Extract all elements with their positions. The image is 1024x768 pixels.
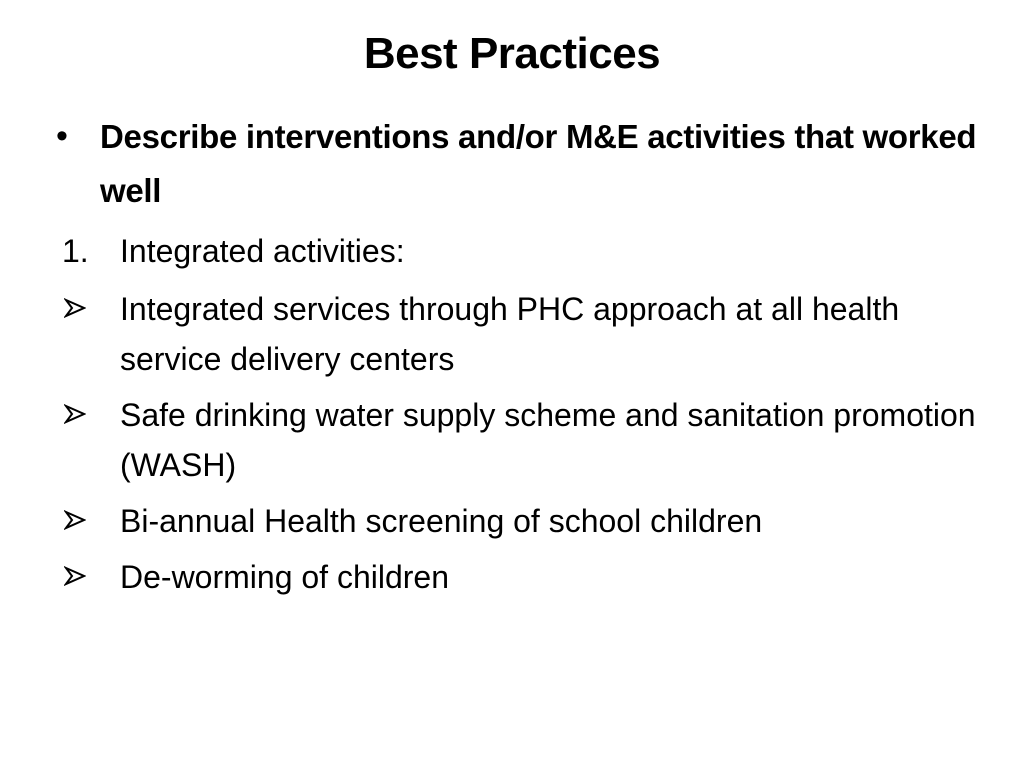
list-item-text: Integrated services through PHC approach at all health service delivery centers <box>120 291 900 377</box>
arrow-bullet-icon <box>64 565 86 587</box>
list-item-text: Safe drinking water supply scheme and sanitation promotion (WASH) <box>120 397 976 483</box>
main-bullet-text: Describe interventions and/or M&E activities that worked well <box>100 118 977 209</box>
arrow-bullet-icon <box>64 297 86 319</box>
arrow-bullet-icon <box>64 509 86 531</box>
numbered-item-text: Integrated activities: <box>120 233 405 269</box>
number-marker: 1. <box>62 233 89 269</box>
list-item-text: De-worming of children <box>120 559 450 595</box>
list-item-text: Bi-annual Health screening of school children <box>120 503 763 539</box>
bullet-dot: • <box>56 117 68 155</box>
slide-title: Best Practices <box>363 29 661 78</box>
arrow-bullet-icon <box>64 403 86 425</box>
